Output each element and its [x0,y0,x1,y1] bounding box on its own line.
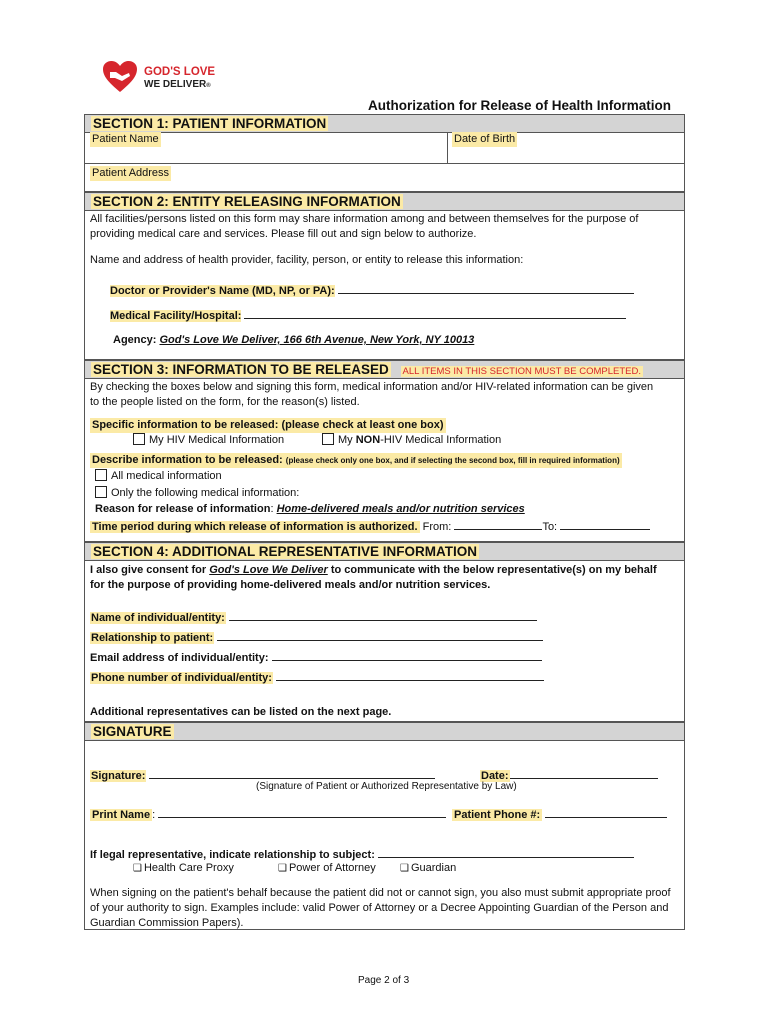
from-label: From: [422,521,452,533]
print-name-row: Print Name : [90,806,446,823]
all-info-option[interactable] [95,469,222,484]
print-name-input[interactable] [158,806,446,818]
from-input[interactable] [454,518,542,530]
non-hiv-option[interactable] [322,433,501,448]
patient-phone-input[interactable] [545,806,667,818]
signature-caption: (Signature of Patient or Authorized Representative by Law) [256,781,517,792]
all-info-checkbox[interactable] [95,469,107,481]
hiv-label: My HIV Medical Information [149,434,285,446]
rep-name-label: Name of individual/entity: [91,612,225,624]
doctor-input[interactable] [338,282,634,294]
non-hiv-suffix: -HIV Medical Information [380,434,502,446]
non-hiv-checkbox[interactable] [322,433,334,445]
consent-org: God's Love We Deliver [209,564,328,576]
patient-phone-label: Patient Phone #: [454,809,541,821]
section3-intro: By checking the boxes below and signing this form, medical information and/or HIV-related information can be given to the people listed on the form, for the reason(s) listed. [90,381,654,408]
rep-phone-label: Phone number of individual/entity: [91,672,272,684]
non-hiv-prefix: My [338,434,356,446]
only-info-label: Only the following medical information: [111,487,300,499]
rep-name-row [90,609,537,626]
reason-label: Reason for release of information [95,503,271,515]
rep-name-input[interactable] [229,609,537,621]
section1-divider-v [447,132,448,163]
patient-phone-row [452,806,667,823]
opt-health-care-proxy[interactable] [133,861,234,876]
logo [102,60,232,96]
page-number: Page 2 of 3 [358,975,410,986]
additional-reps: Additional representatives can be listed on the next page. [90,706,392,718]
opt2-label: Power of Attorney [288,862,376,874]
hiv-checkbox[interactable] [133,433,145,445]
rep-email-label: Email address of individual/entity: [90,652,269,664]
consent-a: I also give consent for [90,564,210,576]
dob-field[interactable]: Date of Birth [454,133,516,145]
rep-email-row [90,649,542,666]
agency-value: God's Love We Deliver, 166 6th Avenue, New York, NY 10013 [159,334,475,346]
power-of-attorney-checkbox-icon[interactable]: ❑ [278,863,287,874]
opt-power-of-attorney[interactable] [278,861,376,876]
section2-name-prompt: Name and address of health provider, facility, person, or entity to release this information: [90,254,524,266]
section1-title: SECTION 1: PATIENT INFORMATION [93,116,327,131]
rep-rel-input[interactable] [217,629,543,641]
section3-note: ALL ITEMS IN THIS SECTION MUST BE COMPLETED. [402,366,641,377]
agency-row [113,333,474,348]
section2-header [84,192,685,211]
logo-line1: GOD'S LOVE [144,66,216,78]
doctor-label: Doctor or Provider's Name (MD, NP, or PA): [110,285,335,297]
signature-label: Signature: [91,770,146,782]
period-label: Time period during which release of information is authorized. [92,521,418,533]
describe-label: Describe information to be released: [92,454,283,466]
patient-address-field[interactable]: Patient Address [92,167,170,179]
only-info-checkbox[interactable] [95,486,107,498]
doctor-row [110,282,634,299]
rep-phone-input[interactable] [276,669,544,681]
rep-rel-label: Relationship to patient: [91,632,214,644]
to-input[interactable] [560,518,650,530]
form-title: Authorization for Release of Health Information [368,98,672,113]
print-name-label: Print Name [92,809,151,821]
heart-hand-icon [102,60,138,94]
non-hiv-bold: NON [355,434,381,446]
to-label: To: [542,521,558,533]
agency-label: Agency: [113,334,157,346]
section1-divider-h [84,163,685,164]
section1-body [84,132,685,192]
patient-name-field[interactable]: Patient Name [92,133,159,145]
period-row [90,518,650,535]
section2-title: SECTION 2: ENTITY RELEASING INFORMATION [93,194,401,209]
health-care-proxy-checkbox-icon[interactable]: ❑ [133,863,142,874]
opt-guardian[interactable] [400,861,456,876]
section4-header [84,542,685,561]
opt1-label: Health Care Proxy [143,862,234,874]
opt3-label: Guardian [410,862,457,874]
consent-line2: for the purpose of providing home-delivered meals and/or nutrition services. [90,579,491,591]
date-label: Date: [481,770,509,782]
describe-note: (please check only one box, and if selecting the second box, fill in required information) [285,456,620,465]
rep-phone-row [90,669,544,686]
reason-value: Home-delivered meals and/or nutrition services [276,503,525,515]
legal-rep-input[interactable] [378,846,634,858]
signature-title: SIGNATURE [93,724,172,739]
facility-row [110,307,626,324]
date-input[interactable] [510,767,658,779]
legal-rep-label: If legal representative, indicate relationship to subject: [90,849,375,861]
only-info-option[interactable] [95,486,299,501]
section3-title: SECTION 3: INFORMATION TO BE RELEASED [93,362,389,377]
all-info-label: All medical information [111,470,222,482]
rep-rel-row [90,629,543,646]
logo-reg: ® [206,83,211,89]
logo-line2: WE DELIVER [144,79,207,90]
consent-b: to communicate with the below representative(s) on my behalf [327,564,657,576]
section3-header [84,360,685,379]
signature-header [84,722,685,741]
signature-input[interactable] [149,767,435,779]
section2-intro: All facilities/persons listed on this form may share information among and between themselves for the purpose of providing medical care and services. Please fill out and sign below to authorize. [90,213,639,240]
reason-row: Reason for release of information: Home-delivered meals and/or nutrition services [95,503,525,515]
guardian-checkbox-icon[interactable]: ❑ [400,863,409,874]
section1-header [84,114,685,133]
describe-row [90,453,622,468]
hiv-option[interactable] [133,433,284,448]
rep-email-input[interactable] [272,649,542,661]
section4-title: SECTION 4: ADDITIONAL REPRESENTATIVE INFORMATION [93,544,478,559]
consent-line1 [90,563,682,578]
facility-input[interactable] [244,307,626,319]
signature-note: When signing on the patient's behalf because the patient did not or cannot sign, you also must submit appropriate proof of your authority to sign. Examples include: valid Power of Attorney or a Decree Appointing Guardian of the Person and Guardian Commission Papers). [90,887,671,929]
facility-label: Medical Facility/Hospital: [110,310,242,322]
specific-label: Specific information to be released: (please check at least one box) [92,419,444,431]
